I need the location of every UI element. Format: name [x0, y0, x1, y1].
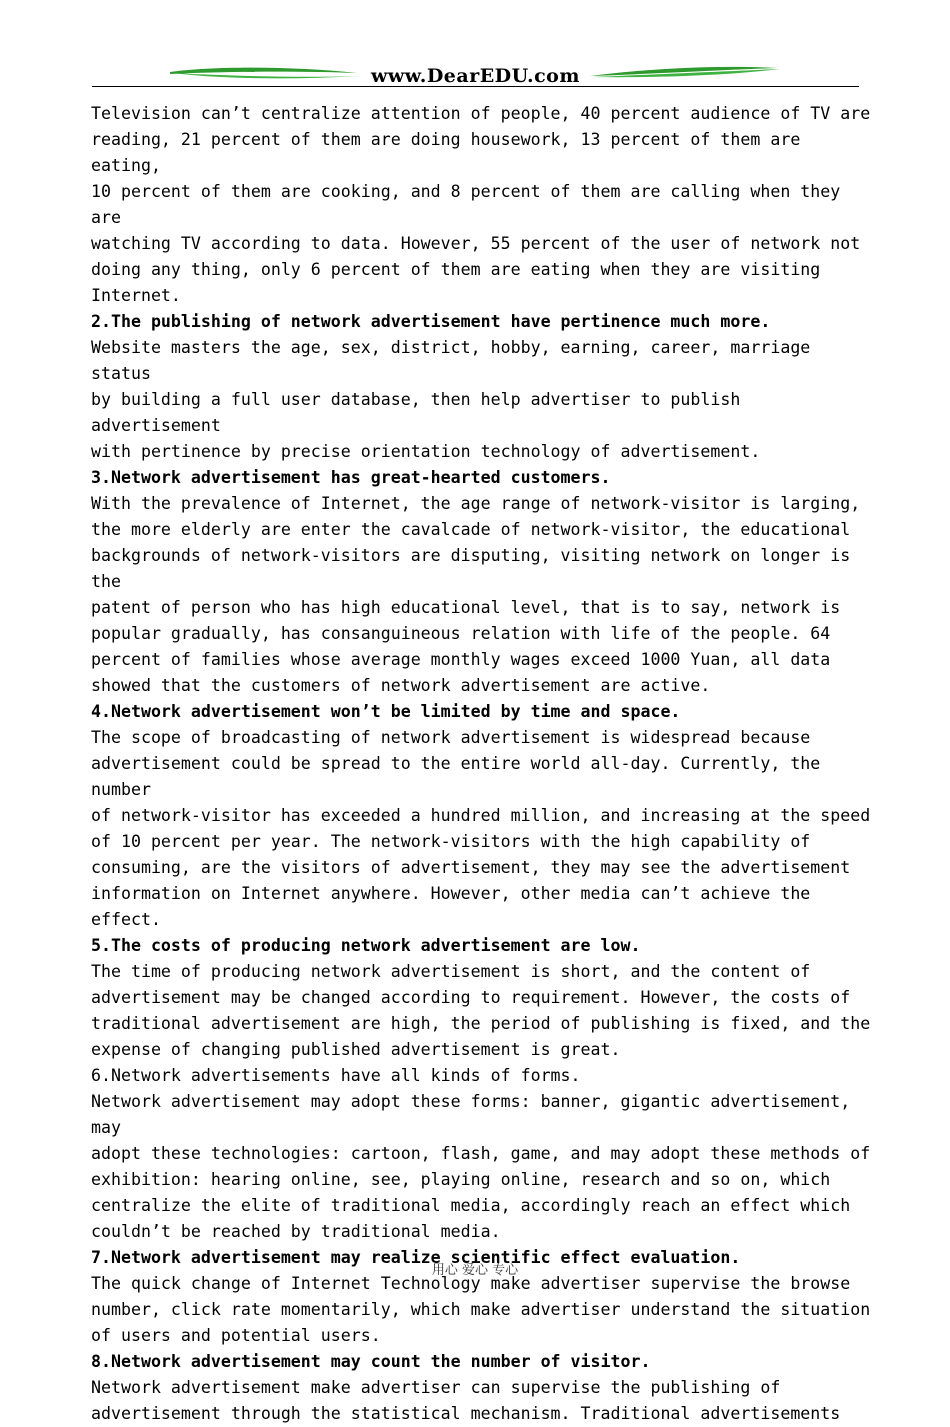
section-heading: 8.Network advertisement may count the number of visitor.: [91, 1352, 651, 1371]
body-text-line: number, click rate momentarily, which make advertiser understand the situation: [91, 1300, 871, 1319]
body-text-line: advertisement may be changed according to requirement. However, the costs of: [91, 988, 851, 1007]
body-text-line: 6.Network advertisements have all kinds of forms.: [91, 1066, 581, 1085]
body-text-line: information on Internet anywhere. However, other media can’t achieve the: [91, 884, 811, 903]
site-logo: [92, 65, 859, 87]
document-body: [91, 101, 871, 1427]
body-text-line: of users and potential users.: [91, 1326, 381, 1345]
logo-text: www.DearEDU.com: [371, 65, 580, 87]
body-text-line: couldn’t be reached by traditional media.: [91, 1222, 501, 1241]
body-text-line: consuming, are the visitors of advertisement, they may see the advertisement: [91, 858, 851, 877]
body-text-line: by building a full user database, then help advertiser to publish advertisement: [91, 390, 751, 435]
body-text-line: the more elderly are enter the cavalcade of network-visitor, the educational: [91, 520, 851, 539]
body-text-line: percent of families whose average monthly wages exceed 1000 Yuan, all data: [91, 650, 831, 669]
body-text-line: Internet.: [91, 286, 181, 305]
body-text-line: The time of producing network advertisement is short, and the content of: [91, 962, 811, 981]
body-text-line: doing any thing, only 6 percent of them are eating when they are visiting: [91, 260, 821, 279]
body-text-line: watching TV according to data. However, 55 percent of the user of network not: [91, 234, 861, 253]
body-text-line: of 10 percent per year. The network-visitors with the high capability of: [91, 832, 811, 851]
header-rule: [92, 86, 859, 87]
body-text-line: Television can’t centralize attention of people, 40 percent audience of TV are: [91, 104, 871, 123]
body-text-line: Network advertisement may adopt these forms: banner, gigantic advertisement, may: [91, 1092, 861, 1137]
body-text-line: effect.: [91, 910, 161, 929]
section-heading: 2.The publishing of network advertisement have pertinence much more.: [91, 312, 771, 331]
body-text-line: The scope of broadcasting of network advertisement is widespread because: [91, 728, 811, 747]
body-text-line: backgrounds of network-visitors are disputing, visiting network on longer is the: [91, 546, 861, 591]
body-text-line: showed that the customers of network advertisement are active.: [91, 676, 711, 695]
section-heading: 3.Network advertisement has great-hearted customers.: [91, 468, 611, 487]
body-text-line: exhibition: hearing online, see, playing online, research and so on, which: [91, 1170, 831, 1189]
page-header: [92, 62, 859, 90]
body-text-line: advertisement through the statistical mechanism. Traditional advertisements: [91, 1404, 841, 1423]
section-heading: 5.The costs of producing network advertisement are low.: [91, 936, 641, 955]
section-heading: 4.Network advertisement won’t be limited by time and space.: [91, 702, 681, 721]
section-heading: 7.Network advertisement may realize scientific effect evaluation.: [91, 1248, 741, 1267]
body-text-line: traditional advertisement are high, the period of publishing is fixed, and the: [91, 1014, 871, 1033]
body-text-line: popular gradually, has consanguineous relation with life of the people. 64: [91, 624, 831, 643]
page-footer: 用心 爱心 专心: [431, 1263, 519, 1278]
body-text-line: advertisement could be spread to the entire world all-day. Currently, the number: [91, 754, 831, 799]
body-text-line: Website masters the age, sex, district, hobby, earning, career, marriage status: [91, 338, 821, 383]
body-text-line: With the prevalence of Internet, the age range of network-visitor is larging,: [91, 494, 861, 513]
body-text-line: adopt these technologies: cartoon, flash, game, and may adopt these methods of: [91, 1144, 871, 1163]
body-text-line: The quick change of Internet Technology make advertiser supervise the browse: [91, 1274, 851, 1293]
body-text-line: of network-visitor has exceeded a hundred million, and increasing at the speed: [91, 806, 871, 825]
body-text-line: with pertinence by precise orientation technology of advertisement.: [91, 442, 761, 461]
body-text-line: Network advertisement make advertiser can supervise the publishing of: [91, 1378, 781, 1397]
body-text-line: patent of person who has high educational level, that is to say, network is: [91, 598, 841, 617]
body-text-line: 10 percent of them are cooking, and 8 percent of them are calling when they are: [91, 182, 851, 227]
body-text-line: centralize the elite of traditional media, accordingly reach an effect which: [91, 1196, 851, 1215]
body-text-line: expense of changing published advertisement is great.: [91, 1040, 621, 1059]
body-text-line: reading, 21 percent of them are doing housework, 13 percent of them are eating,: [91, 130, 811, 175]
